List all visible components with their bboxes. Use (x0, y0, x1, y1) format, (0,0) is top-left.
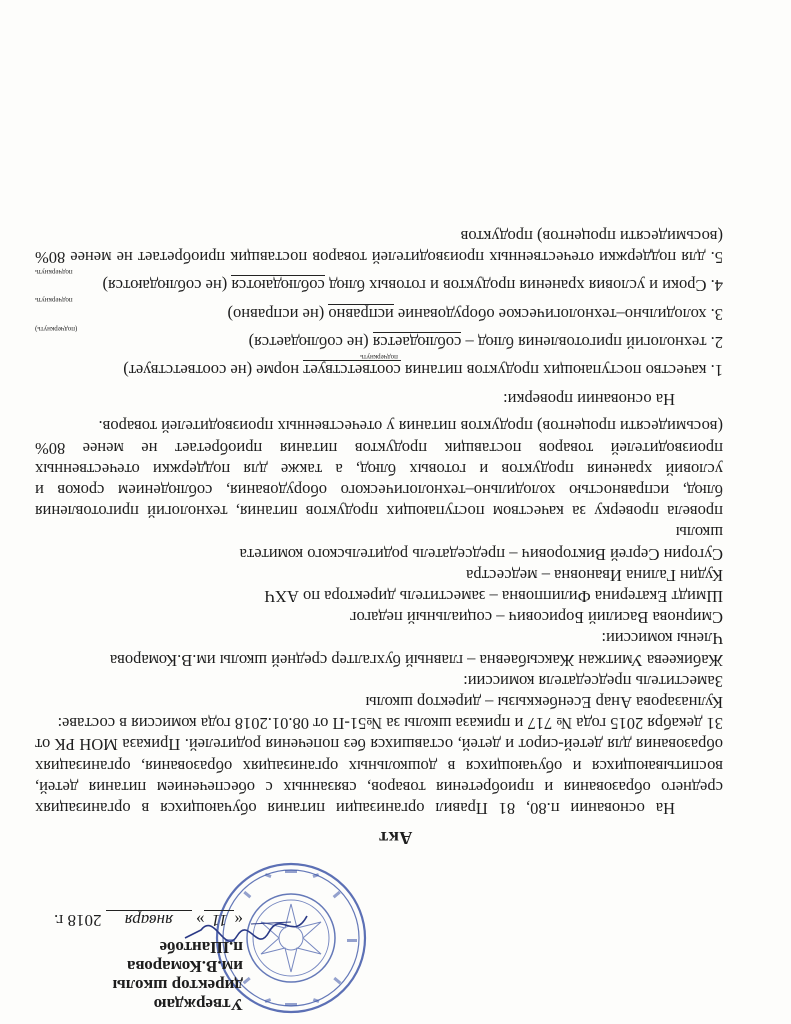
underline-hint: подчеркнуть (360, 352, 398, 361)
deputy-chair: Жабикеева Умитжан Жаксыбаевна – главный бухгалтер средней школы им.В.Комарова (109, 650, 723, 670)
item-alternative: (не исправно) (227, 304, 329, 324)
approval-block (3, 910, 243, 1014)
member-item: Кудин Галина Ивановна – медсестра (466, 565, 723, 585)
member-item: Шмидт Екатерина Филипповна – заместитель директора по АХЧ (264, 586, 723, 606)
approval-date (3, 910, 243, 930)
date-quote-open: « (234, 911, 243, 930)
item-alternative: (не соблюдаются) (102, 276, 232, 296)
underline-hint: (подчеркнуть) (35, 324, 78, 333)
school-word: школы (675, 523, 723, 543)
members-label: Члены комиссии: (601, 629, 723, 649)
document-body (35, 226, 723, 819)
intro-paragraph: На основании п.80, 81 Правил организации питания обучающихся в организациях среднего образования и приобретения товаров, связанных с обеспечением питания детей, воспитывающихся и обучающихся в дошкольных организациях образования, организациях образования для детей-сирот и детей, оставшихся без попечения родителей. Приказа МОН РК от 31 декабря 2015 года № 717 и приказа школы за №51-П от 08.01.2018 года комиссия в составе: (35, 714, 723, 818)
approval-settlement: п.Шантобе (159, 938, 243, 957)
date-quote-close: » (196, 911, 205, 930)
item-text: 5. для поддержки отечественных производителей товаров поставщик приобретает не менее 80% (восьмидесяти процентов) продуктов (35, 226, 723, 268)
item-alternative: норме (не соответствует) (123, 360, 304, 380)
checklist-item-5 (35, 226, 723, 268)
item-text: 4. Сроки и условия хранения продуктов и готовых блюд (324, 276, 723, 296)
member-item: Смирнова Василий Борисович – социальный педагог (349, 608, 723, 628)
item-selected-option: соблюдается (372, 332, 462, 352)
item-text: 2. технологий приготовления блюд – (461, 332, 723, 352)
document-title: Акт (378, 828, 413, 848)
date-day: 11 (205, 910, 235, 930)
approval-school: им.В.Комарова (126, 957, 243, 976)
checklist-item-3 (35, 296, 723, 324)
item-text: 3. холодильно–технологическое оборудование (393, 304, 723, 324)
commission-chair: Кулназарова Анар Есенбеккызы – директор школы (365, 692, 723, 712)
item-selected-option: соответствует (303, 360, 401, 380)
member-item: Сугорин Сергей Викторович – председатель родительского комитета (239, 544, 723, 564)
item-text: 1. качество поступающих продуктов питания (400, 360, 723, 380)
checklist-item-1 (35, 353, 723, 381)
item-selected-option: исправно (328, 304, 394, 324)
checklist-item-2 (35, 325, 723, 353)
item-alternative: (не соблюдается) (248, 332, 373, 352)
approval-heading: Утверждаю (153, 995, 243, 1014)
basis-heading: На основании проверки: (503, 390, 675, 410)
underline-hint: подчеркнуть (35, 296, 73, 305)
underline-hint: подчеркнуть (35, 268, 73, 277)
deputy-label: Заместитель председателя комиссии: (463, 671, 723, 691)
approval-position: директор школы (112, 976, 243, 995)
date-month: января (106, 910, 192, 930)
date-year: 2018 г. (53, 911, 102, 930)
checklist-item-4 (35, 268, 723, 296)
inspection-paragraph: провела проверку за качеством поступающих продуктов питания, технологий приготовления блюд, исправностью холодильно–технологического оборудования, соблюдением сроков и условий хранения продуктов и готовых блюд, а также для поддержки отечественных производителей товаров поставщик продуктов питания приобретает не менее 80% (восьмидесяти процентов) продуктов питания у отечественных производителей товаров. (35, 417, 723, 522)
item-selected-option: соблюдаются (231, 276, 325, 296)
